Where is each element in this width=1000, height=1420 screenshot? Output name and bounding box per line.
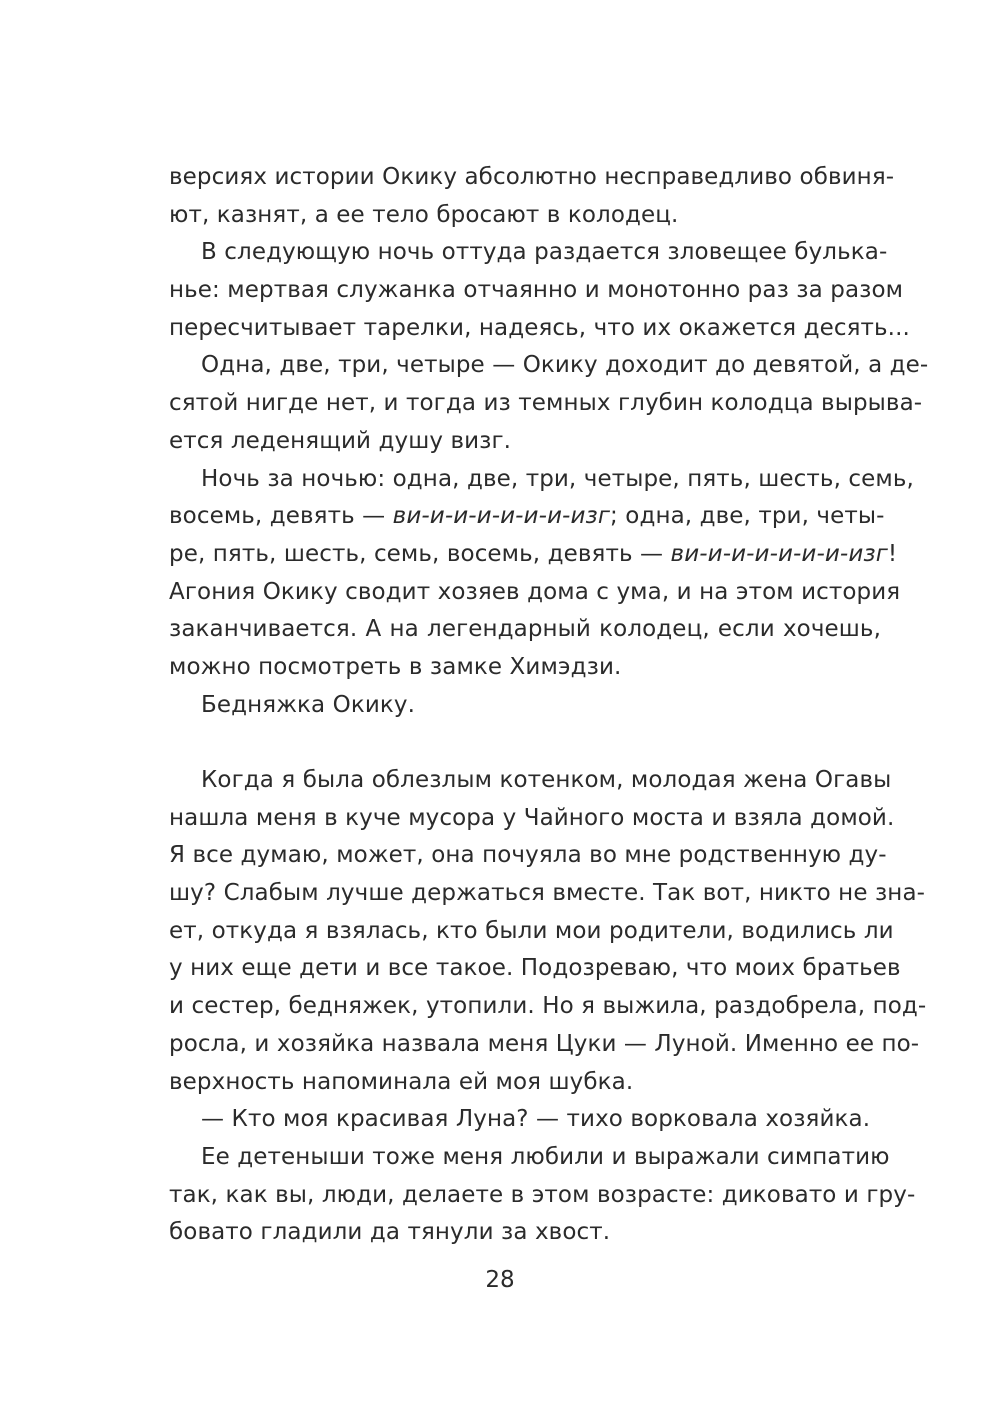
text-line: Я все думаю, может, она почуяла во мне родственную ду- [169, 842, 887, 869]
italic-scream: ви-и-и-и-и-и-и-изг [670, 540, 888, 567]
text-line: шу? Слабым лучше держаться вместе. Так вот, никто не зна- [169, 880, 926, 907]
text-segment: ! [887, 540, 898, 567]
text-line [169, 498, 885, 536]
text-line: сятой нигде нет, и тогда из темных глубин колодца вырыва- [169, 390, 923, 417]
text-line: Ее детеныши тоже меня любили и выражали симпатию [201, 1143, 890, 1170]
text-line: версиях истории Окику абсолютно несправедливо обвиня- [169, 164, 895, 190]
text-line: ют, казнят, а ее тело бросают в колодец. [169, 201, 679, 228]
text-line: так, как вы, люди, делаете в этом возрасте: диковато и гру- [169, 1181, 916, 1208]
text-line [169, 536, 898, 574]
italic-scream: ви-и-и-и-и-и-и-изг [392, 503, 611, 530]
page-number: 28 [485, 1267, 515, 1293]
text-line: можно посмотреть в замке Химэдзи. [169, 653, 622, 680]
paragraph-gap [169, 724, 881, 762]
text-segment: ; одна, две, три, четы- [610, 503, 885, 530]
text-line: верхность напоминала ей моя шубка. [169, 1068, 634, 1095]
body-text [169, 159, 929, 1252]
text-segment: ре, пять, шесть, семь, восемь, девять — [169, 540, 671, 567]
text-line: у них еще дети и все такое. Подозреваю, что моих братьев [169, 955, 901, 982]
text-line: росла, и хозяйка назвала меня Цуки — Луной. Именно ее по- [169, 1030, 920, 1057]
text-line: пересчитывает тарелки, надеясь, что их окажется десять... [169, 314, 910, 341]
text-line: Агония Окику сводит хозяев дома с ума, и на этом история [169, 578, 901, 605]
text-line: и сестер, бедняжек, утопили. Но я выжила, раздобрела, под- [169, 993, 927, 1020]
text-line: бовато гладили да тянули за хвост. [169, 1219, 611, 1246]
text-segment: восемь, девять — [169, 503, 393, 530]
text-line: Одна, две, три, четыре — Окику доходит до девятой, а де- [201, 352, 929, 379]
text-line: — Кто моя красивая Луна? — тихо ворковала хозяйка. [201, 1106, 871, 1133]
text-line: нье: мертвая служанка отчаянно и монотонно раз за разом [169, 277, 904, 304]
text-line: В следующую ночь оттуда раздается зловещее булька- [201, 239, 888, 266]
text-line: Ночь за ночью: одна, две, три, четыре, пять, шесть, семь, [201, 465, 914, 492]
text-line: заканчивается. А на легендарный колодец, если хочешь, [169, 616, 881, 643]
text-line: ется леденящий душу визг. [169, 427, 512, 454]
text-line: Бедняжка Окику. [201, 691, 415, 718]
text-line: нашла меня в куче мусора у Чайного моста и взяла домой. [169, 804, 895, 831]
text-line: Когда я была облезлым котенком, молодая жена Огавы [201, 767, 892, 793]
text-line: ет, откуда я взялась, кто были мои родители, водились ли [169, 917, 894, 944]
